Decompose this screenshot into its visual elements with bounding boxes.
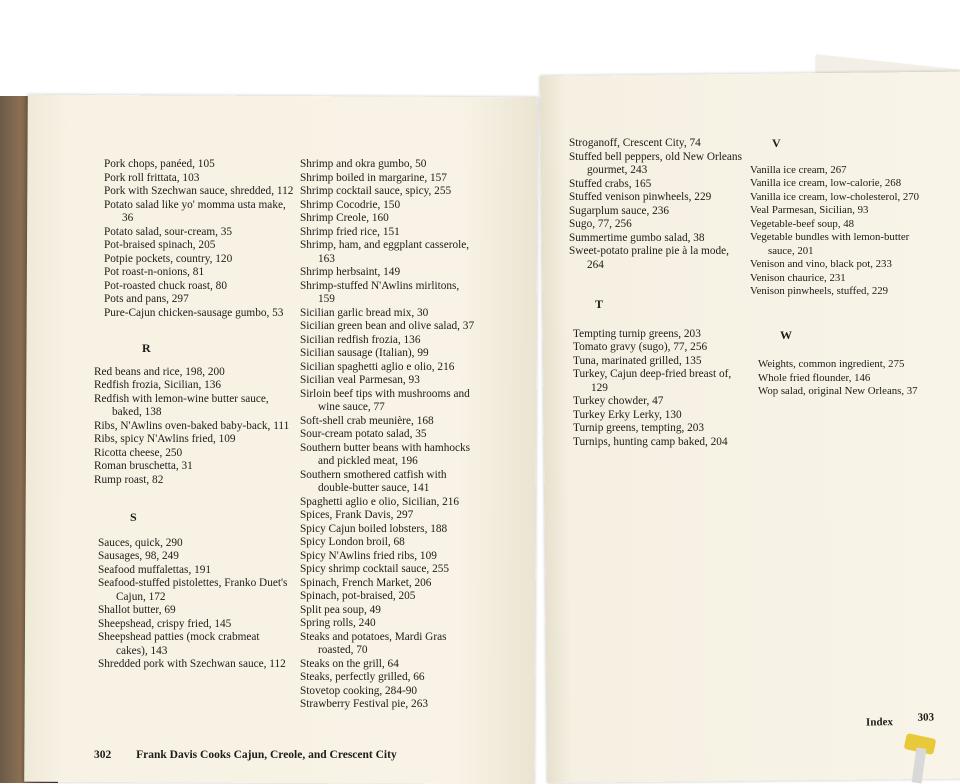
index-entry: Pot-braised spinach, 205 (104, 239, 216, 251)
index-entry: Shrimp boiled in margarine, 157 (300, 171, 447, 184)
index-entry: Strawberry Festival pie, 263 (300, 698, 429, 710)
index-entry: Steaks and potatoes, Mardi Gras roasted, 70 (300, 630, 447, 656)
index-entry: Pork with Szechwan sauce, shredded, 112 (104, 185, 294, 197)
running-head-left: Frank Davis Cooks Cajun, Creole, and Crescent City (136, 749, 397, 761)
section-letter-r: R (142, 341, 151, 355)
index-entry: Soft-shell crab meunière, 168 (300, 414, 434, 427)
index-entry: Steaks on the grill, 64 (300, 657, 399, 670)
index-entry: Venison chaurice, 231 (750, 271, 846, 284)
index-entry: Potato salad, sour-cream, 35 (104, 225, 233, 238)
index-entry: Sicilian garlic bread mix, 30 (300, 306, 429, 319)
index-entry: Shredded pork with Szechwan sauce, 112 (98, 658, 286, 670)
entry-group-t (573, 328, 747, 450)
index-entry: Potpie pockets, country, 120 (104, 252, 233, 265)
index-entry: Stuffed venison pinwheels, 229 (569, 191, 712, 203)
index-entry: Spicy Cajun boiled lobsters, 188 (300, 522, 448, 535)
index-entry: Sugarplum sauce, 236 (569, 204, 670, 217)
section-letter-s: S (130, 510, 137, 524)
index-entry: Seafood-stuffed pistolettes, Franko Duet's Cajun, 172 (98, 577, 288, 603)
index-entry: Spicy London broil, 68 (300, 536, 405, 548)
right-page-footer (865, 711, 935, 729)
index-entry: Sheepshead, crispy fried, 145 (98, 617, 232, 630)
left-page-column-1 (94, 158, 294, 672)
index-entry: Tuna, marinated grilled, 135 (573, 354, 702, 367)
page-number-left: 302 (94, 749, 112, 761)
index-entry: Spicy shrimp cocktail sauce, 255 (300, 563, 450, 575)
index-entry: Shrimp, ham, and eggplant casserole, 163 (300, 239, 470, 265)
index-entry: Wop salad, original New Orleans, 37 (758, 385, 918, 397)
index-entry: Spinach, pot-braised, 205 (300, 590, 416, 602)
section-letter-v: V (772, 136, 781, 150)
index-entry: Vegetable bundles with lemon-butter sauce, 201 (750, 231, 910, 257)
index-entry: Sour-cream potato salad, 35 (300, 428, 427, 440)
index-entry: Venison and vino, black pot, 233 (750, 258, 892, 270)
section-letter-w: W (780, 327, 792, 342)
index-entry: Southern smothered catfish with double-butter sauce, 141 (300, 468, 447, 494)
index-entry: Pure-Cajun chicken-sausage gumbo, 53 (104, 306, 284, 319)
entry-group-s (569, 137, 747, 272)
index-entry: Sweet-potato praline pie à la mode, 264 (569, 245, 729, 271)
index-entry: Shrimp herbsaint, 149 (300, 266, 401, 278)
index-entry: Sugo, 77, 256 (569, 218, 632, 230)
index-entry: Tomato gravy (sugo), 77, 256 (573, 341, 708, 353)
index-entry: Stuffed bell peppers, old New Orleans gourmet, 243 (569, 150, 742, 176)
index-entry: Shrimp fried rice, 151 (300, 225, 400, 238)
page-number-right: 303 (917, 711, 935, 724)
index-entry: Steaks, perfectly grilled, 66 (300, 671, 425, 683)
left-page-footer (94, 749, 397, 761)
right-page-column-1 (569, 137, 747, 449)
index-entry: Veal Parmesan, Sicilian, 93 (750, 204, 869, 216)
running-head-right: Index (865, 716, 894, 729)
index-entry: Turkey Erky Lerky, 130 (573, 408, 682, 421)
index-entry: Pot roast-n-onions, 81 (104, 266, 205, 278)
index-entry: Ribs, spicy N'Awlins fried, 109 (94, 433, 236, 445)
index-entry: Vanilla ice cream, 267 (750, 163, 847, 176)
index-entry: Tempting turnip greens, 203 (573, 327, 701, 340)
index-entry: Spicy N'Awlins fried ribs, 109 (300, 549, 437, 562)
index-entry: Potato salad like yo' momma usta make, 36 (104, 198, 286, 224)
index-entry: Spaghetti aglio e olio, Sicilian, 216 (300, 495, 460, 508)
section-letter-t: T (595, 297, 604, 311)
index-entry: Stuffed crabs, 165 (569, 177, 652, 190)
index-entry: Southern butter beans with hamhocks and pickled meat, 196 (300, 441, 471, 467)
index-entry: Shallot butter, 69 (98, 604, 176, 616)
index-entry: Pork chops, panéed, 105 (104, 158, 215, 170)
entry-group-v (750, 164, 920, 299)
index-entry: Roman bruschetta, 31 (94, 460, 193, 472)
index-entry: Redfish with lemon-wine butter sauce, baked, 138 (94, 392, 269, 418)
index-entry: Sicilian sausage (Italian), 99 (300, 347, 429, 359)
index-entry: Pork roll frittata, 103 (104, 171, 200, 184)
index-entry: Turnips, hunting camp baked, 204 (573, 435, 728, 448)
entry-group (300, 158, 476, 712)
index-entry: Sicilian redfish frozia, 136 (300, 333, 421, 346)
entry-group-s (98, 537, 294, 672)
index-entry: Vanilla ice cream, low-calorie, 268 (750, 177, 902, 189)
index-entry: Seafood muffalettas, 191 (98, 563, 212, 576)
index-entry: Turkey chowder, 47 (573, 395, 664, 407)
index-entry: Shrimp Creole, 160 (300, 212, 389, 224)
index-entry: Shrimp cocktail sauce, spicy, 255 (300, 185, 452, 197)
index-entry: Stovetop cooking, 284-90 (300, 684, 418, 697)
entry-group-w (758, 358, 920, 399)
index-entry: Pot-roasted chuck roast, 80 (104, 279, 227, 292)
index-entry: Red beans and rice, 198, 200 (94, 365, 225, 378)
index-entry: Shrimp and okra gumbo, 50 (300, 158, 427, 170)
index-entry: Vanilla ice cream, low-cholesterol, 270 (750, 190, 920, 203)
index-entry: Pots and pans, 297 (104, 293, 189, 305)
entry-group-r (94, 366, 294, 488)
index-entry: Weights, common ingredient, 275 (758, 358, 905, 370)
index-entry: Rump roast, 82 (94, 473, 164, 486)
index-entry: Sausages, 98, 249 (98, 550, 179, 562)
right-page-column-2 (750, 137, 920, 399)
index-entry: Vegetable-beef soup, 48 (750, 217, 855, 230)
index-entry: Sheepshead patties (mock crabmeat cakes), 143 (98, 631, 260, 657)
index-entry: Split pea soup, 49 (300, 603, 381, 616)
index-entry: Sicilian veal Parmesan, 93 (300, 374, 420, 386)
index-entry: Shrimp-stuffed N'Awlins mirlitons, 159 (300, 279, 460, 305)
index-entry: Whole fried flounder, 146 (758, 371, 871, 384)
index-entry: Summertime gumbo salad, 38 (569, 231, 705, 244)
index-entry: Stroganoff, Crescent City, 74 (569, 137, 701, 149)
index-entry: Sauces, quick, 290 (98, 536, 183, 549)
index-entry: Sirloin beef tips with mushrooms and wine sauce, 77 (300, 387, 470, 413)
index-entry: Venison pinwheels, stuffed, 229 (750, 285, 889, 297)
index-entry: Spring rolls, 240 (300, 617, 376, 629)
left-page-column-2 (300, 158, 476, 712)
index-entry: Shrimp Cocodrie, 150 (300, 198, 401, 211)
index-entry: Turnip greens, tempting, 203 (573, 422, 705, 434)
index-entry: Spices, Frank Davis, 297 (300, 509, 414, 521)
index-entry: Ribs, N'Awlins oven-baked baby-back, 111 (94, 419, 290, 432)
index-entry: Sicilian spaghetti aglio e olio, 216 (300, 360, 455, 373)
index-entry: Sicilian green bean and olive salad, 37 (300, 320, 475, 332)
entry-group-p (104, 158, 294, 320)
index-entry: Turkey, Cajun deep-fried breast of, 129 (573, 368, 732, 394)
index-entry: Ricotta cheese, 250 (94, 446, 183, 459)
index-entry: Spinach, French Market, 206 (300, 576, 432, 589)
index-entry: Redfish frozia, Sicilian, 136 (94, 379, 222, 391)
